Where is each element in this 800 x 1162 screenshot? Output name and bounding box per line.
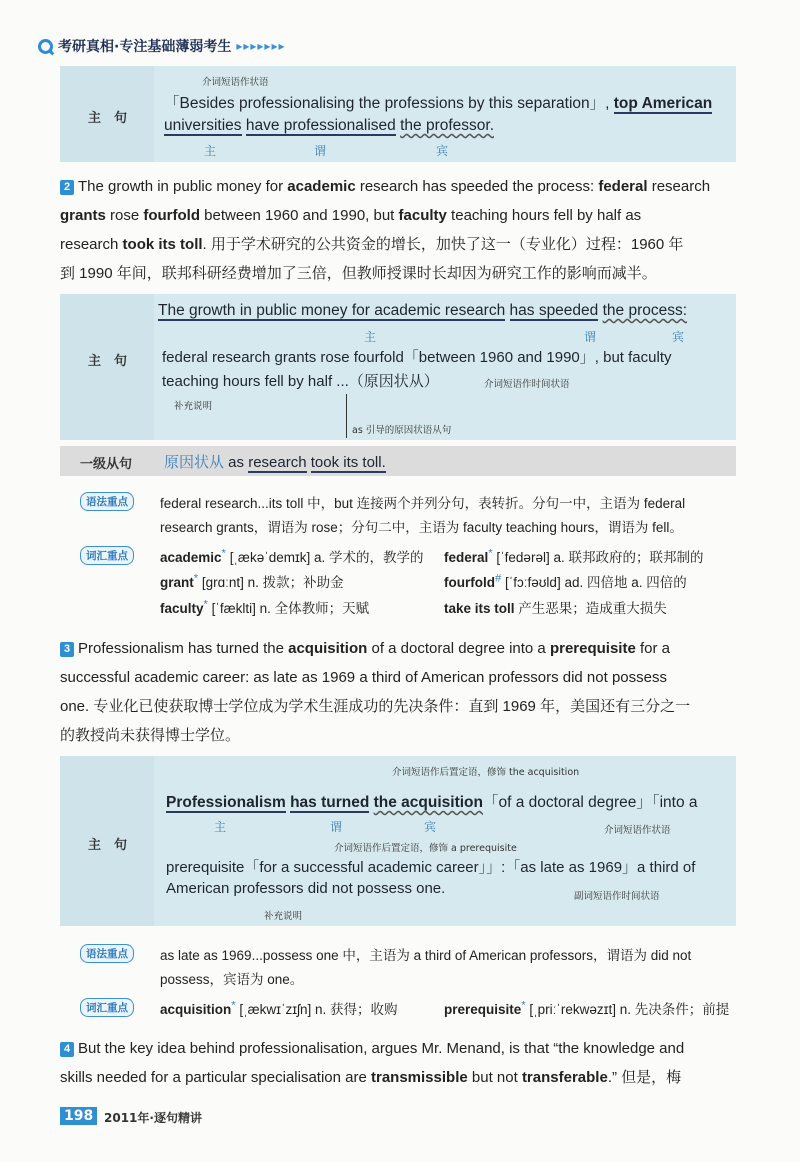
role-object: 宾 xyxy=(424,820,437,834)
box2-line3: teaching hours fell by half ...（原因状从） xyxy=(162,373,439,390)
box2-note-time: 介词短语作时间状语 xyxy=(484,379,570,390)
box1-note-top: 介词短语作状语 xyxy=(202,77,269,88)
p2-line3: research took its toll. 用于学术研究的公共资金的增长，加快了这一（专业化）过程：1960 年 xyxy=(60,236,684,253)
box1-content xyxy=(154,66,736,162)
vocab-note-2 xyxy=(80,546,740,626)
role-predicate: 谓 xyxy=(314,144,327,158)
p4-line2: skills needed for a particular specialisation are transmissible but not transferable.” 但是，梅 xyxy=(60,1069,682,1086)
role-object: 宾 xyxy=(672,330,685,344)
role-predicate: 谓 xyxy=(584,330,597,344)
p3-line1: 3 Professionalism has turned the acquisition of a doctoral degree into a prerequisite for a xyxy=(60,634,740,663)
analysis-box-3 xyxy=(60,756,736,926)
box2-line1: The growth in public money for academic research has speeded the process: xyxy=(158,302,688,319)
box2-line2: federal research grants rose fourfold「between 1960 and 1990」, but faculty xyxy=(162,349,672,366)
p2-line2: grants rose fourfold between 1960 and 1990, but faculty teaching hours fell by half as xyxy=(60,207,642,224)
box1-line1: 「Besides professionalising the professions by this separation」, top American xyxy=(164,95,713,112)
grammar3-line1: as late as 1969...possess one 中，主语为 a third of American professors，谓语为 did not xyxy=(160,948,692,963)
box3-line1: Professionalism has turned the acquisition「of a doctoral degree」「into a xyxy=(166,794,698,811)
vocab-item: acquisition* [ˌækwɪˈzɪʃn] n. 获得；收购 xyxy=(160,999,398,1017)
box3-line2: prerequisite「for a successful academic career」」:「as late as 1969」a third of xyxy=(166,859,696,876)
vocab-tag: 词汇重点 xyxy=(80,546,134,565)
analysis-box-2 xyxy=(60,294,736,440)
p3-line3: one. 专业化已使获取博士学位成为学术生涯成功的先决条件：直到 1969 年，美国还有三分之一 xyxy=(60,698,691,715)
sentence-number: 2 xyxy=(60,180,74,195)
page-header xyxy=(38,36,286,56)
vocab-item: prerequisite* [ˌpriːˈrekwəzɪt] n. 先决条件；前提 xyxy=(444,999,730,1017)
box2-note-as: as 引导的原因状语从句 xyxy=(352,425,452,436)
vocab-item: fourfold# [ˈfɔːfəʊld] ad. 四倍地 a. 四倍的 xyxy=(444,572,687,590)
box3-line3: American professors did not possess one. xyxy=(166,880,446,897)
main-clause-label: 主 句 xyxy=(88,354,128,369)
box3-note-top: 介词短语作后置定语，修饰 the acquisition xyxy=(392,767,580,778)
main-clause-label: 主 句 xyxy=(88,838,128,853)
paragraph-3 xyxy=(60,634,740,750)
vocab-item: academic* [ˌækəˈdemɪk] a. 学术的，教学的 xyxy=(160,547,424,565)
p3-line4: 的教授尚未获得博士学位。 xyxy=(60,727,241,744)
vocab-item: federal* [ˈfedərəl] a. 联邦政府的；联邦制的 xyxy=(444,547,704,565)
role-object: 宾 xyxy=(436,144,449,158)
box3-content xyxy=(154,756,736,926)
p2-line1: 2 The growth in public money for academic research has speeded the process: federal research xyxy=(60,172,740,201)
header-arrows: ▸▸▸▸▸▸▸ xyxy=(236,39,286,53)
paragraph-2 xyxy=(60,172,740,288)
grammar-tag: 语法重点 xyxy=(80,944,134,963)
grammar2-line1: federal research...its toll 中，but 连接两个并列分句，表转折。分句一中，主语为 federal xyxy=(160,496,686,511)
header-title: 考研真相·专注基础薄弱考生 xyxy=(58,39,232,55)
subclause-row xyxy=(60,446,736,476)
paragraph-4 xyxy=(60,1034,740,1092)
vocab-tag: 词汇重点 xyxy=(80,998,134,1017)
footer-text: 2011年·逐句精讲 xyxy=(104,1111,202,1125)
box1-line2: universities have professionalised the professor. xyxy=(164,117,495,134)
grammar-tag: 语法重点 xyxy=(80,492,134,511)
vocab-note-3 xyxy=(80,998,740,1022)
role-subject: 主 xyxy=(204,144,217,158)
vocab-item: faculty* [ˈfæklti] n. 全体教师；天赋 xyxy=(160,598,370,616)
box3-note-adv: 介词短语作状语 xyxy=(604,825,671,836)
box2-content xyxy=(154,294,736,440)
page-number: 198 xyxy=(60,1107,97,1125)
arrow-line xyxy=(346,394,347,438)
vocab-item: grant* [ɡrɑːnt] n. 拨款；补助金 xyxy=(160,572,344,590)
sentence-number: 4 xyxy=(60,1042,74,1057)
box3-note-adv2: 副词短语作时间状语 xyxy=(574,891,660,902)
p4-line1: 4 But the key idea behind professionalisation, argues Mr. Menand, is that “the knowledge and xyxy=(60,1034,740,1063)
box3-note-mid: 介词短语作后置定语，修饰 a prerequisite xyxy=(334,843,517,854)
box3-note-supp: 补充说明 xyxy=(264,911,303,922)
role-predicate: 谓 xyxy=(330,820,343,834)
p2-line4: 到 1990 年间，联邦科研经费增加了三倍，但教师授课时长却因为研究工作的影响而减半。 xyxy=(60,265,657,282)
main-clause-label: 主 句 xyxy=(88,111,128,126)
role-subject: 主 xyxy=(364,330,377,344)
subclause-text: 原因状从 as research took its toll. xyxy=(164,454,386,471)
role-subject: 主 xyxy=(214,820,227,834)
search-logo-icon xyxy=(38,39,53,54)
p3-line2: successful academic career: as late as 1969 a third of American professors did not possess xyxy=(60,669,667,686)
grammar3-line2: possess，宾语为 one。 xyxy=(160,972,304,987)
vocab-item: take its toll 产生恶果；造成重大损失 xyxy=(444,601,667,616)
box2-note-supp: 补充说明 xyxy=(174,401,213,412)
sentence-number: 3 xyxy=(60,642,74,657)
analysis-box-1 xyxy=(60,66,736,162)
subclause-label: 一级从句 xyxy=(80,457,133,472)
grammar2-line2: research grants，谓语为 rose；分句二中，主语为 faculty teaching hours，谓语为 fell。 xyxy=(160,520,683,535)
